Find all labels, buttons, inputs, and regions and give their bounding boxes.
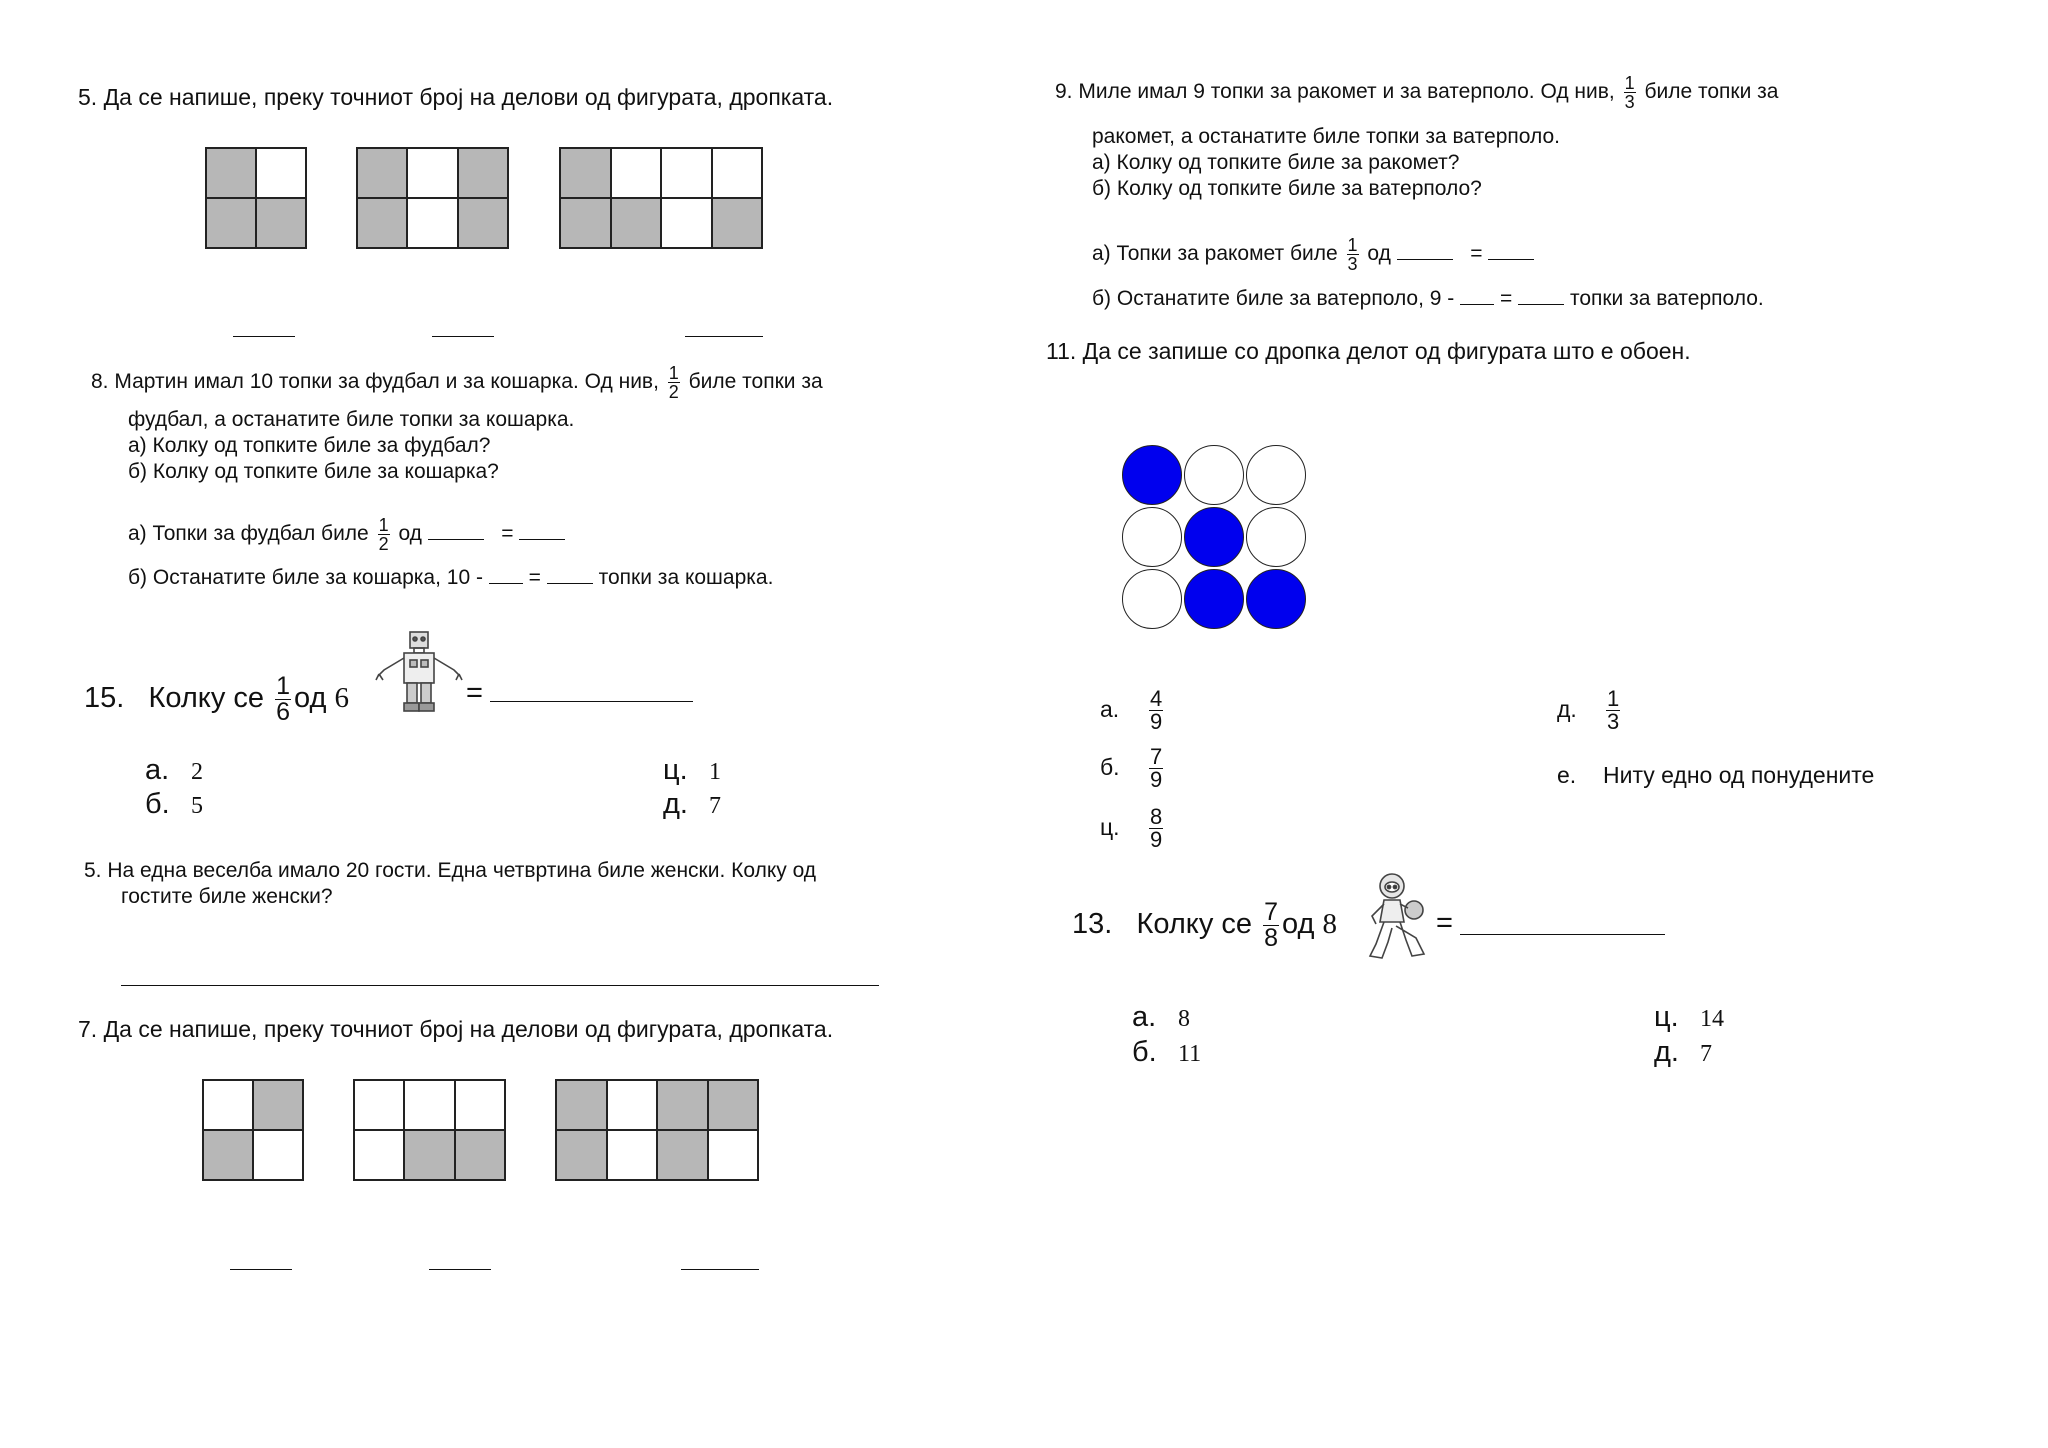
- q7-figure-3: [555, 1079, 759, 1181]
- q9-answer-b-blank-2[interactable]: [1518, 286, 1564, 305]
- q11-circle-filled: [1246, 569, 1306, 629]
- q9-answer-fraction: $\frac{1}{3}$: [1347, 235, 1358, 274]
- q5a-figure-1: [205, 147, 307, 249]
- q11-circle: [1246, 507, 1306, 567]
- q13-prompt: 13. Колку се $\frac{7}{8}$ од 8: [1072, 898, 1337, 952]
- q15-answer-line[interactable]: [490, 701, 693, 702]
- q7-answer-line-3[interactable]: [681, 1269, 759, 1270]
- q11-circle-filled: [1184, 507, 1244, 567]
- empty-cell: [607, 1080, 658, 1130]
- q9-answer-a-blank-2[interactable]: [1488, 241, 1534, 260]
- q11-circle-filled: [1184, 569, 1244, 629]
- q11-circle: [1122, 569, 1182, 629]
- empty-cell: [253, 1130, 303, 1180]
- q8-question-b: б) Колку од топките биле за кошарка?: [128, 460, 499, 483]
- empty-cell: [256, 148, 306, 198]
- q5a-answer-line-2[interactable]: [432, 336, 494, 337]
- empty-cell: [661, 148, 712, 198]
- q8-answer-b-blank-1[interactable]: [489, 565, 523, 584]
- q5a-figure-3: [559, 147, 763, 249]
- q5a-answer-line-1[interactable]: [233, 336, 295, 337]
- q8-answer-b-blank-2[interactable]: [547, 565, 593, 584]
- empty-cell: [354, 1080, 404, 1130]
- q9-question-b: б) Колку од топките биле за ватерполо?: [1092, 177, 1482, 200]
- q5b-line-1: 5. На една веселба имало 20 гости. Една четвртина биле женски. Колку од: [84, 859, 817, 882]
- q13-option-c[interactable]: ц. 14: [1654, 1001, 1724, 1033]
- empty-cell: [712, 148, 763, 198]
- q15-option-a[interactable]: а. 2: [145, 754, 203, 786]
- q5b-answer-line[interactable]: [121, 985, 879, 986]
- shaded-cell: [256, 198, 306, 248]
- q15-equals: =: [466, 677, 483, 709]
- q5a-answer-line-3[interactable]: [685, 336, 763, 337]
- q13-answer-line[interactable]: [1460, 934, 1665, 935]
- q7-prompt: 7. Да се напише, преку точниот број на делови од фигурата, дропката.: [78, 1016, 834, 1042]
- q11-option-c-fraction: $\frac{8}{9}$: [1150, 804, 1163, 852]
- q8-answer-a-blank-1[interactable]: [428, 521, 484, 540]
- robot-icon: [374, 630, 464, 714]
- empty-cell: [407, 148, 457, 198]
- shaded-cell: [657, 1080, 708, 1130]
- q8-line-1: 8. Мартин имал 10 топки за фудбал и за кошарка. Од нив, $\frac{1}{2}$ биле топки за: [91, 363, 823, 402]
- shaded-cell: [357, 198, 407, 248]
- q11-option-c[interactable]: ц. $\frac{8}{9}$: [1100, 804, 1163, 852]
- q9-line-1: 9. Миле имал 9 топки за ракомет и за ватерполо. Од нив, $\frac{1}{3}$ биле топки за: [1055, 73, 1779, 112]
- q7-answer-line-2[interactable]: [429, 1269, 491, 1270]
- q8-answer-a: а) Топки за фудбал биле $\frac{1}{2}$ од =: [128, 516, 565, 553]
- q8-answer-fraction: $\frac{1}{2}$: [378, 515, 389, 554]
- q8-line-2: фудбал, а останатите биле топки за кошарка.: [128, 408, 575, 431]
- q9-fraction: $\frac{1}{3}$: [1624, 73, 1635, 112]
- q8-question-a: а) Колку од топките биле за фудбал?: [128, 434, 491, 457]
- q15-option-b[interactable]: б. 5: [145, 788, 203, 820]
- shaded-cell: [206, 198, 256, 248]
- q11-circle: [1184, 445, 1244, 505]
- shaded-cell: [203, 1130, 253, 1180]
- shaded-cell: [556, 1130, 607, 1180]
- q11-option-a-fraction: $\frac{4}{9}$: [1150, 686, 1163, 734]
- q13-option-b[interactable]: б. 11: [1132, 1036, 1202, 1068]
- shaded-cell: [712, 198, 763, 248]
- shaded-cell: [560, 198, 611, 248]
- q8-answer-a-blank-2[interactable]: [519, 521, 565, 540]
- q13-option-a[interactable]: а. 8: [1132, 1001, 1190, 1033]
- shaded-cell: [611, 198, 662, 248]
- q11-option-a[interactable]: а. $\frac{4}{9}$: [1100, 686, 1163, 734]
- q13-equals: =: [1436, 907, 1453, 939]
- empty-cell: [354, 1130, 404, 1180]
- q11-circle-filled: [1122, 445, 1182, 505]
- q9-answer-a-blank-1[interactable]: [1397, 241, 1453, 260]
- shaded-cell: [455, 1130, 505, 1180]
- q15-fraction: $\frac{1}{6}$: [276, 672, 290, 726]
- q13-fraction: $\frac{7}{8}$: [1264, 898, 1278, 952]
- q9-question-a: а) Колку од топките биле за ракомет?: [1092, 151, 1460, 174]
- shaded-cell: [357, 148, 407, 198]
- q7-figure-1: [202, 1079, 304, 1181]
- q11-option-d[interactable]: д. $\frac{1}{3}$: [1557, 686, 1620, 734]
- q15-option-c[interactable]: ц. 1: [663, 754, 721, 786]
- q13-option-d[interactable]: д. 7: [1654, 1036, 1712, 1068]
- q11-circle: [1246, 445, 1306, 505]
- q11-circle: [1122, 507, 1182, 567]
- q11-option-b[interactable]: б. $\frac{7}{9}$: [1100, 744, 1163, 792]
- q11-option-e[interactable]: е. Ниту едно од понудените: [1557, 762, 1875, 788]
- q9-answer-a: а) Топки за ракомет биле $\frac{1}{3}$ од =: [1092, 236, 1534, 273]
- q15-prompt: 15. Колку се $\frac{1}{6}$ од 6: [84, 672, 349, 726]
- shaded-cell: [253, 1080, 303, 1130]
- q8-fraction: $\frac{1}{2}$: [668, 363, 679, 402]
- q11-circle-figure: [1122, 445, 1312, 635]
- q5a-prompt: 5. Да се напише, преку точниот број на делови од фигурата, дропката.: [78, 84, 834, 110]
- empty-cell: [407, 198, 457, 248]
- q5b-line-2: гостите биле женски?: [121, 885, 333, 908]
- q11-option-d-fraction: $\frac{1}{3}$: [1607, 686, 1620, 734]
- empty-cell: [708, 1130, 759, 1180]
- q7-figure-2: [353, 1079, 506, 1181]
- shaded-cell: [404, 1130, 454, 1180]
- empty-cell: [455, 1080, 505, 1130]
- q9-answer-b: б) Останатите биле за ватерполо, 9 - = топки за ватерполо.: [1092, 287, 1764, 310]
- robot-icon: [1366, 872, 1432, 962]
- q7-answer-line-1[interactable]: [230, 1269, 292, 1270]
- empty-cell: [661, 198, 712, 248]
- empty-cell: [404, 1080, 454, 1130]
- shaded-cell: [556, 1080, 607, 1130]
- shaded-cell: [206, 148, 256, 198]
- shaded-cell: [458, 198, 508, 248]
- q15-option-d[interactable]: д. 7: [663, 788, 721, 820]
- q8-answer-b: б) Останатите биле за кошарка, 10 - = топки за кошарка.: [128, 566, 774, 589]
- shaded-cell: [708, 1080, 759, 1130]
- q11-prompt: 11. Да се запише со дропка делот од фигурата што е обоен.: [1046, 338, 1691, 364]
- q9-answer-b-blank-1[interactable]: [1460, 286, 1494, 305]
- empty-cell: [607, 1130, 658, 1180]
- shaded-cell: [458, 148, 508, 198]
- empty-cell: [611, 148, 662, 198]
- shaded-cell: [560, 148, 611, 198]
- q11-option-b-fraction: $\frac{7}{9}$: [1150, 744, 1163, 792]
- shaded-cell: [657, 1130, 708, 1180]
- q5a-figure-2: [356, 147, 509, 249]
- empty-cell: [203, 1080, 253, 1130]
- q9-line-2: ракомет, а останатите биле топки за ватерполо.: [1092, 125, 1560, 148]
